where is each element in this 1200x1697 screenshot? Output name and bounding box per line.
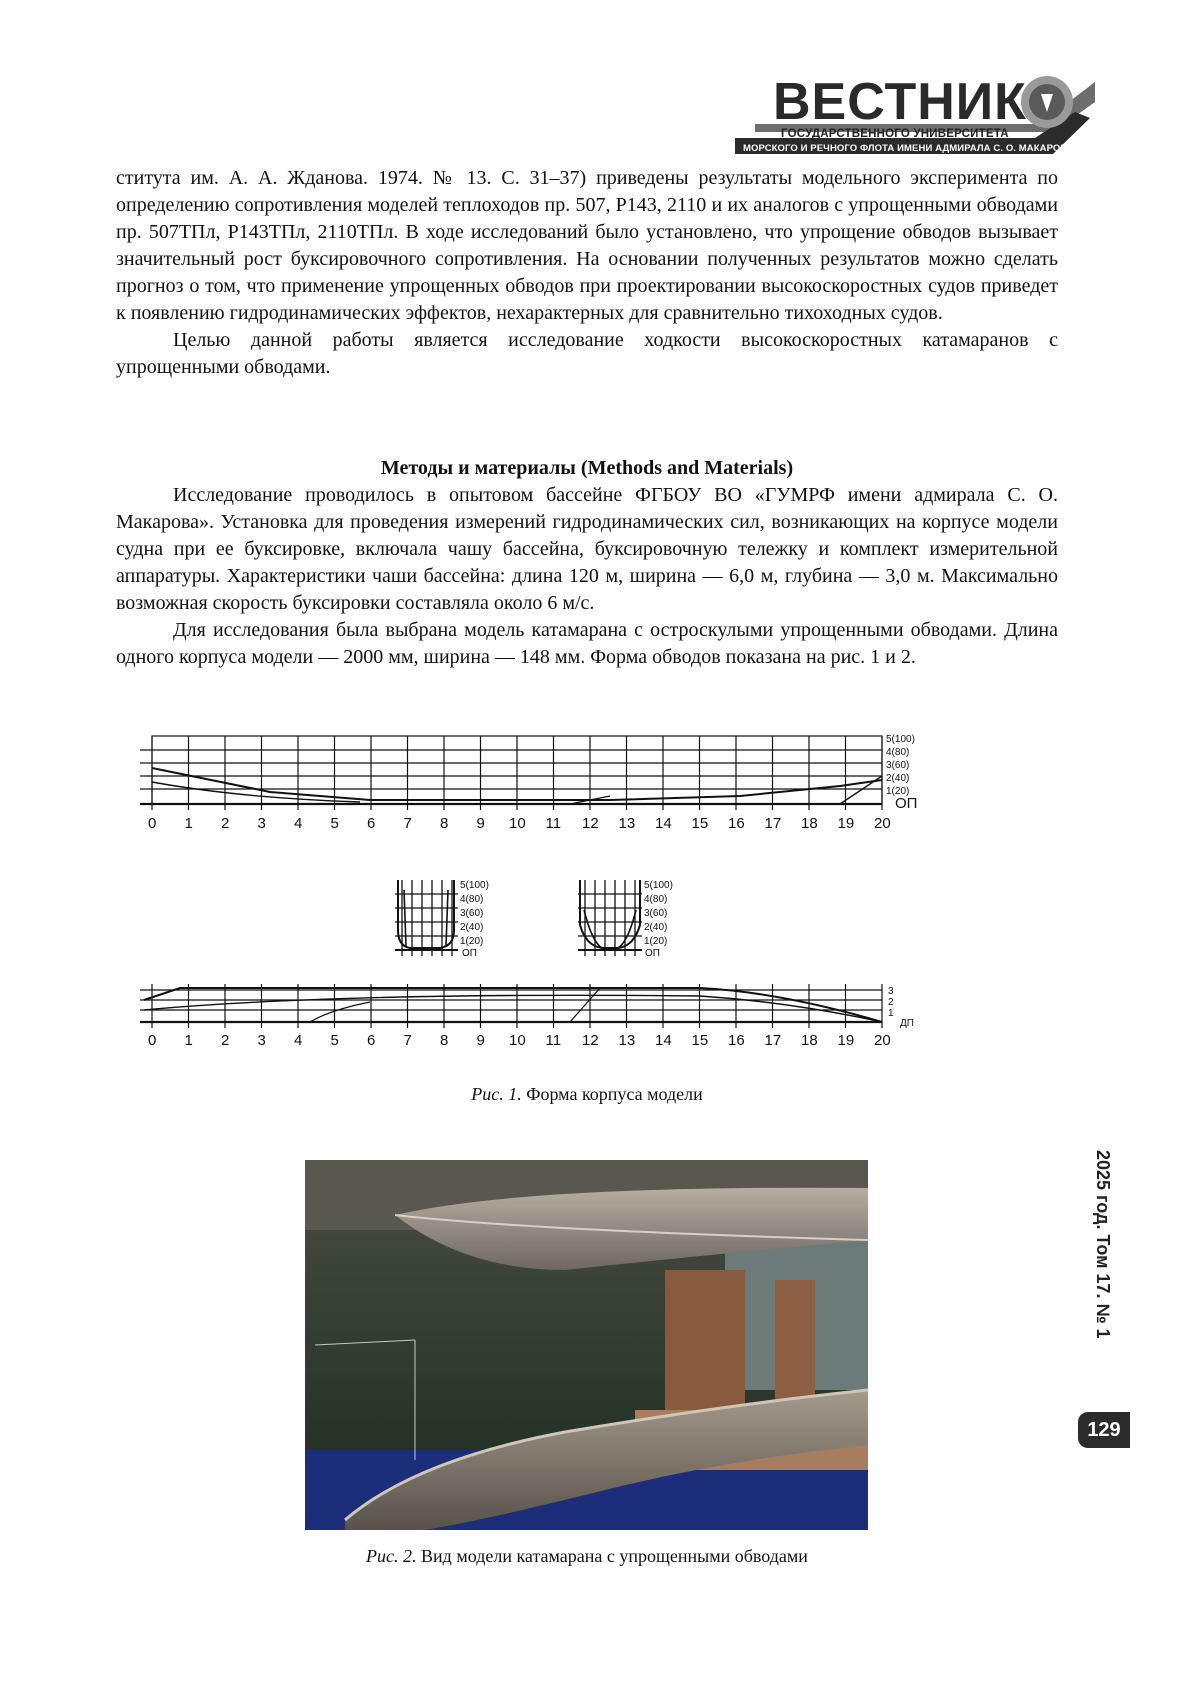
body-plan-left <box>395 880 458 956</box>
body-plan-left-waterline-labels <box>460 880 489 947</box>
half-breadth-station-number: 16 <box>728 1032 745 1049</box>
half-breadth-station-number: 1 <box>184 1032 193 1049</box>
half-breadth-station-number: 3 <box>257 1032 266 1049</box>
half-breadth-station-number: 13 <box>618 1032 636 1049</box>
section-heading: Методы и материалы (Methods and Materials) <box>380 457 794 479</box>
profile-waterline-label: 4(80) <box>886 747 910 758</box>
journal-logo <box>735 72 1095 154</box>
profile-station-number: 2 <box>221 815 230 832</box>
profile-station-number: 0 <box>148 815 157 832</box>
body-plan-left-waterline-label: 5(100) <box>460 880 489 891</box>
profile-station-number: 14 <box>655 815 672 832</box>
running-head-side: 2025 год. Том 17. № 1 <box>1093 1150 1113 1339</box>
body-plan-right-waterline-label: 3(60) <box>644 908 668 919</box>
profile-waterline-label: 2(40) <box>886 773 910 784</box>
half-breadth-buttock-label: 1 <box>888 1008 894 1019</box>
paragraph-1: ститута им. А. А. Жданова. 1974. № 13. С. 31–37) приведены результаты модельного эксперимента по определению сопротивления моделей теплоходов пр. 507, Р143, 2110 и их аналогов с упрощенными обводами пр. 507ТПл, Р143ТПл, 2110ТПл. В ходе исследований было установлено, что упрощение обводов вызывает значительный рост буксировочного сопротивления. На основании полученных результатов можно сделать прогноз о том, что применение упрощенных обводов при проектировании высокоскоростных судов приведет к появлению гидродинамических эффектов, нехарактерных для сравнительно тихоходных судов. <box>116 167 1058 324</box>
profile-station-number: 18 <box>801 815 818 832</box>
profile-station-number: 17 <box>764 815 782 832</box>
half-breadth-station-number: 17 <box>764 1032 782 1049</box>
half-breadth-station-number: 18 <box>801 1032 818 1049</box>
figure-2-caption-ref: Рис. 2. <box>366 1546 417 1566</box>
paragraph-3: Исследование проводилось в опытовом бассейне ФГБОУ ВО «ГУМРФ имени адмирала С. О. Макарова». Установка для проведения измерений гидродинамических сил, возникающих на корпусе модели судна при ее буксировке, включала чашу бассейна, буксировочную тележку и комплект измерительной аппаратуры. Характеристики чаши бассейна: длина 120 м, ширина — 6,0 м, глубина — 3,0 м. Максимально возможная скорость буксировки составляла около 6 м/с. <box>116 484 1058 614</box>
figure-2-caption <box>116 1544 1058 1568</box>
half-breadth-station-number: 19 <box>837 1032 855 1049</box>
profile-station-number: 8 <box>440 815 449 832</box>
profile-station-number: 9 <box>476 815 485 832</box>
profile-station-number: 20 <box>874 815 891 832</box>
body-text-top <box>116 165 1058 381</box>
profile-station-number: 4 <box>294 815 303 832</box>
body-plan-right-baseline-label: ОП <box>645 948 660 959</box>
half-breadth-centerline-label: ДП <box>900 1018 914 1029</box>
half-breadth-station-lines <box>152 984 882 1028</box>
profile-station-number: 10 <box>509 815 526 832</box>
half-breadth-station-number: 20 <box>874 1032 891 1049</box>
body-plan-left-waterline-label: 2(40) <box>460 922 484 933</box>
body-plan-right-waterline-label: 1(20) <box>644 936 668 947</box>
profile-station-number: 16 <box>728 815 745 832</box>
profile-station-number: 11 <box>545 815 562 832</box>
logo-word: ВЕСТНИК <box>773 73 1027 131</box>
half-breadth-station-number: 12 <box>582 1032 599 1049</box>
figure-1-caption <box>116 1082 1058 1106</box>
profile-station-number: 15 <box>691 815 709 832</box>
profile-waterline-label: 5(100) <box>886 734 915 745</box>
half-breadth-station-number: 4 <box>294 1032 303 1049</box>
half-breadth-station-number: 2 <box>221 1032 230 1049</box>
paragraph-4: Для исследования была выбрана модель катамарана с остроскулыми упрощенными обводами. Длина одного корпуса модели — 2000 мм, ширина — 148 мм. Форма обводов показана на рис. 1 и 2. <box>116 619 1058 668</box>
paragraph-2: Целью данной работы является исследование ходкости высокоскоростных катамаранов с упрощенными обводами. <box>116 329 1058 378</box>
profile-station-number: 6 <box>367 815 376 832</box>
body-plan-left-waterline-label: 1(20) <box>460 936 484 947</box>
half-breadth-station-number: 7 <box>403 1032 412 1049</box>
profile-waterline-label: 3(60) <box>886 760 910 771</box>
body-plan-right-waterline-label: 2(40) <box>644 922 668 933</box>
profile-waterline-labels <box>886 734 915 797</box>
profile-view <box>140 736 882 810</box>
profile-station-lines <box>152 736 882 810</box>
figure-2-photo <box>305 1160 868 1530</box>
profile-station-number: 3 <box>257 815 266 832</box>
half-breadth-station-number: 8 <box>440 1032 449 1049</box>
half-breadth-station-number: 11 <box>545 1032 562 1049</box>
body-plan-right-waterline-labels <box>644 880 673 947</box>
half-breadth-buttock-labels <box>888 986 894 1019</box>
half-breadth-buttock-label: 3 <box>888 986 894 997</box>
catamaran-model-photo <box>305 1160 868 1530</box>
body-plan-left-waterline-label: 3(60) <box>460 908 484 919</box>
page-number: 129 <box>1078 1412 1130 1448</box>
figure-1-drawing <box>140 720 1040 1080</box>
half-breadth-view <box>140 984 882 1028</box>
profile-waterline-label: 1(20) <box>886 786 910 797</box>
profile-station-number: 1 <box>184 815 193 832</box>
figure-1-caption-ref: Рис. 1. <box>471 1084 522 1104</box>
body-plan-left-baseline-label: ОП <box>462 948 477 959</box>
profile-station-numbers <box>148 815 891 832</box>
half-breadth-station-numbers <box>148 1032 891 1049</box>
body-text-methods <box>116 482 1058 671</box>
half-breadth-station-number: 10 <box>509 1032 526 1049</box>
half-breadth-station-number: 14 <box>655 1032 672 1049</box>
figure-1-caption-text: Форма корпуса модели <box>521 1084 703 1104</box>
profile-baseline-label: ОП <box>895 795 918 812</box>
profile-station-number: 13 <box>618 815 636 832</box>
profile-station-number: 7 <box>403 815 412 832</box>
logo-subtitle-line2: МОРСКОГО И РЕЧНОГО ФЛОТА ИМЕНИ АДМИРАЛА С. О. МАКАРОВА <box>743 143 1074 154</box>
half-breadth-station-number: 5 <box>330 1032 339 1049</box>
profile-station-number: 19 <box>837 815 855 832</box>
half-breadth-station-number: 6 <box>367 1032 376 1049</box>
body-plan-right <box>578 880 642 956</box>
profile-station-number: 5 <box>330 815 339 832</box>
half-breadth-station-number: 0 <box>148 1032 157 1049</box>
body-plan-left-waterline-label: 4(80) <box>460 894 484 905</box>
body-plan-right-waterline-label: 5(100) <box>644 880 673 891</box>
figure-1 <box>140 720 1040 1080</box>
half-breadth-station-number: 15 <box>691 1032 709 1049</box>
figure-2-caption-text: Вид модели катамарана с упрощенными обводами <box>416 1546 808 1566</box>
half-breadth-buttock-label: 2 <box>888 997 894 1008</box>
logo-subtitle-line1: ГОСУДАРСТВЕННОГО УНИВЕРСИТЕТА <box>781 128 1009 140</box>
body-plan-right-waterline-label: 4(80) <box>644 894 668 905</box>
profile-station-number: 12 <box>582 815 599 832</box>
half-breadth-station-number: 9 <box>476 1032 485 1049</box>
